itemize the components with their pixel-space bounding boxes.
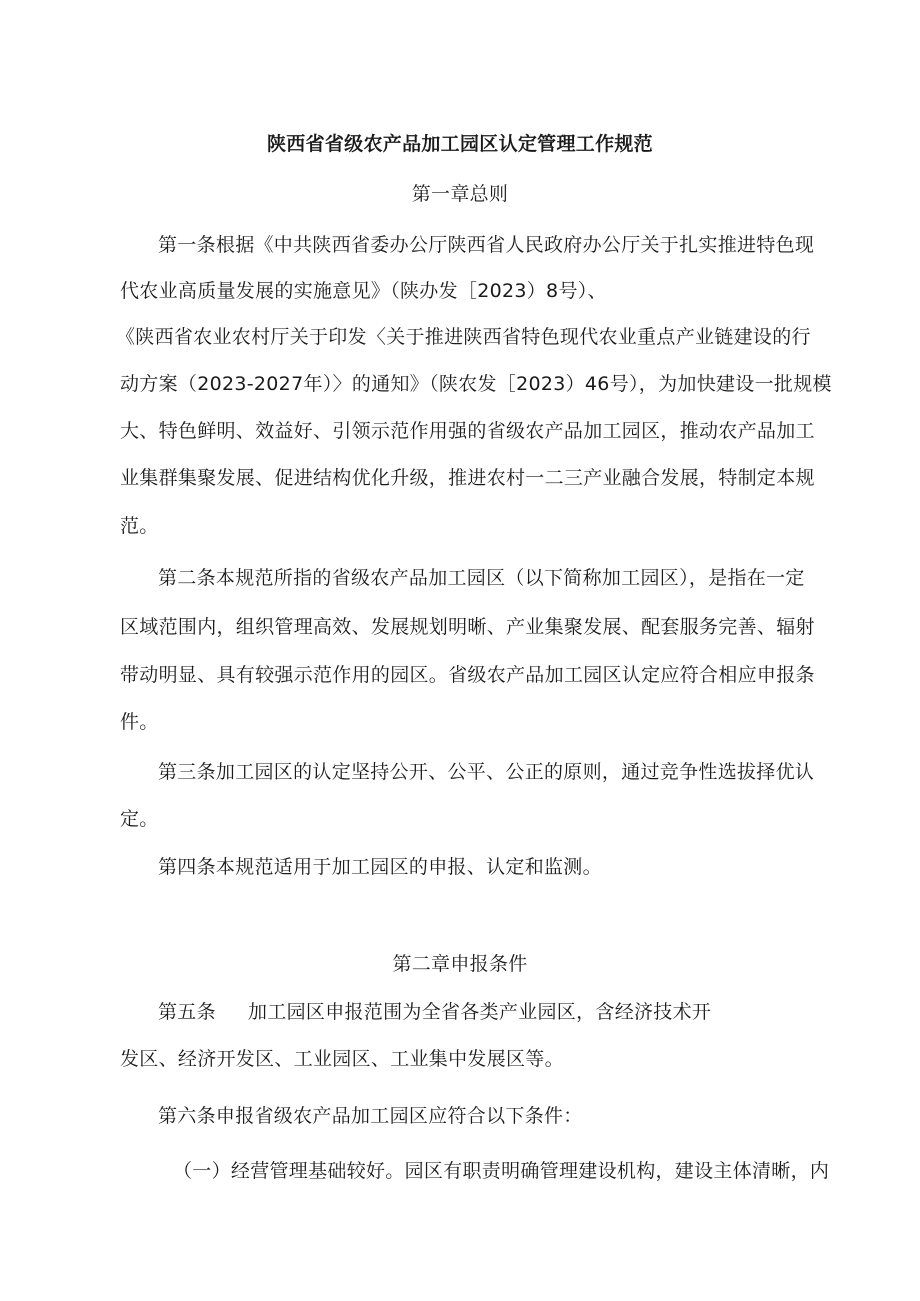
article-2-line-2: 区域范围内，组织管理高效、发展规划明晰、产业集聚发展、配套服务完善、辐射 [120,616,815,638]
article-3-line-1: 第三条加工园区的认定坚持公开、公平、公正的原则，通过竞争性选拔择优认 [158,761,815,783]
article-1-line-5: 大、特色鲜明、效益好、引领示范作用强的省级农产品加工园区，推动农产品加工 [120,420,815,442]
article-5-line-2: 发区、经济开发区、工业园区、工业集中发展区等。 [120,1048,564,1070]
chapter-heading: 第一章总则 [411,183,509,205]
article-1-line-3: 《陕西省农业农村厅关于印发〈关于推进陕西省特色现代农业重点产业链建设的行 [116,326,811,348]
article-5-label: 第五条 [158,1001,216,1023]
document-title: 陕西省省级农产品加工园区认定管理工作规范 [266,133,653,155]
article-6-line-1: 第六条申报省级农产品加工园区应符合以下条件： [158,1105,583,1127]
article-1-line-7: 范。 [120,515,159,537]
article-2-line-1: 第二条本规范所指的省级农产品加工园区（以下简称加工园区），是指在一定 [158,567,805,589]
article-1-line-6: 业集群集聚发展、促进结构优化升级，推进农村一二三产业融合发展，特制定本规 [120,467,815,489]
article-1-line-4: 动方案（2023-2027年）〉的通知》（陕农发［2023）46号），为加快建设一批规模 [120,373,832,395]
article-2-line-3: 带动明显、具有较强示范作用的园区。省级农产品加工园区认定应符合相应申报条 [120,664,815,686]
article-3-line-2: 定。 [120,808,159,830]
article-5-line-1: 加工园区申报范围为全省各类产业园区，含经济技术开 [248,1001,712,1023]
item-1-line-1: （一）经营管理基础较好。园区有职责明确管理建设机构，建设主体清晰，内 [173,1160,830,1182]
chapter-heading: 第二章申报条件 [392,953,528,975]
article-1-line-1: 第一条根据《中共陕西省委办公厅陕西省人民政府办公厅关于扎实推进特色现 [158,234,815,256]
article-2-line-4: 件。 [120,711,159,733]
article-4-line-1: 第四条本规范适用于加工园区的申报、认定和监测。 [158,856,602,878]
article-1-line-2: 代农业高质量发展的实施意见》（陕办发［2023）8号）、 [120,280,607,302]
